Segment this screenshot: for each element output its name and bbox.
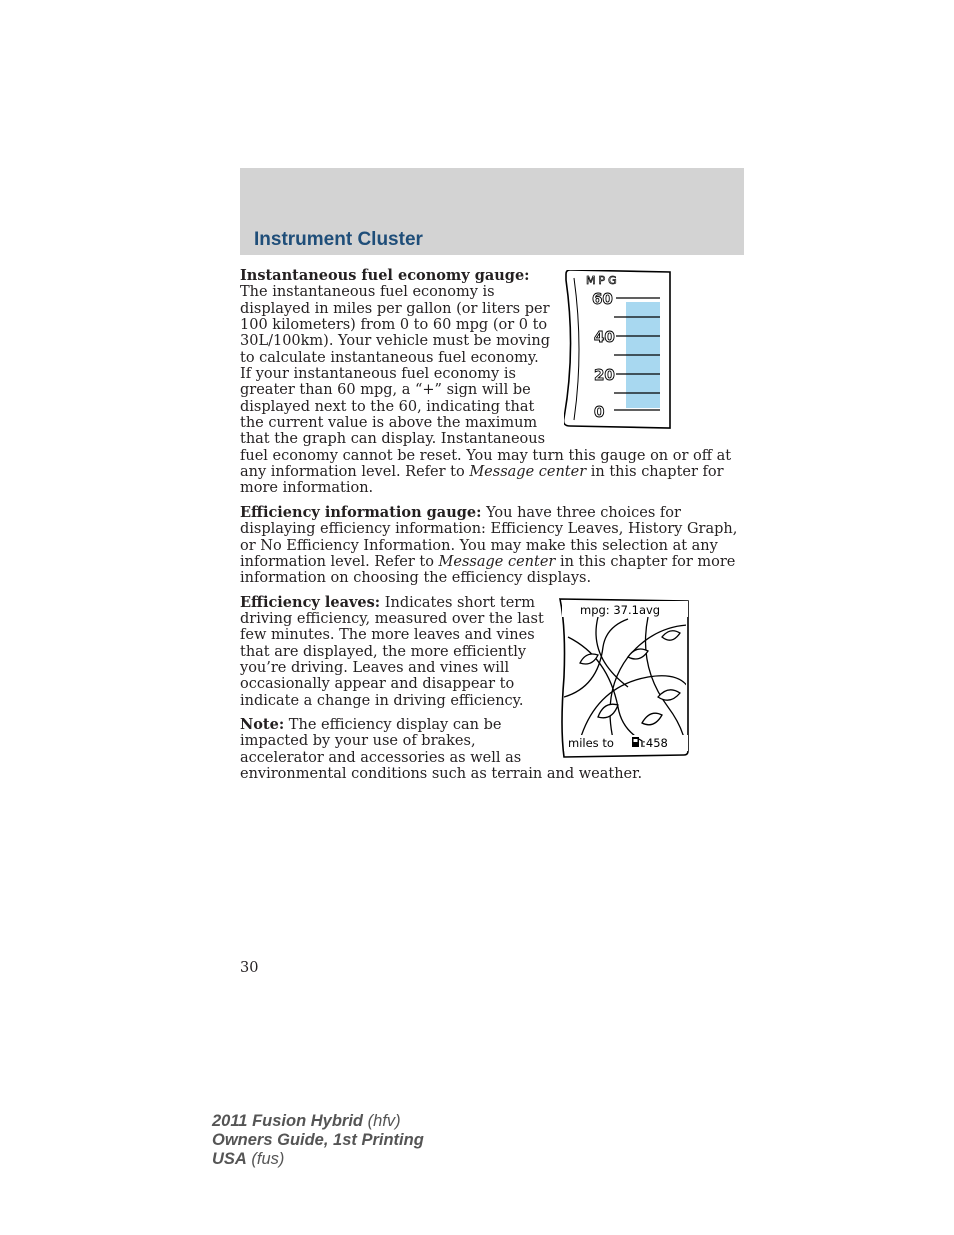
efficiency-leaves-figure — [558, 597, 690, 759]
section-header — [240, 168, 744, 255]
note-label: Note: — [240, 715, 285, 733]
miles-to-empty-value: :458 — [642, 735, 668, 750]
term-efficiency-information-gauge: Efficiency information gauge: — [240, 503, 482, 521]
instantaneous-fuel-economy-gauge-figure — [564, 270, 674, 430]
gauge-tick-label-60: 60 — [592, 290, 613, 308]
section-title: Instrument Cluster — [254, 229, 423, 250]
term-efficiency-leaves: Efficiency leaves: — [240, 593, 381, 611]
paragraph-text: The instantaneous fuel economy is displayed in miles per gallon (or liters per 100 kilometers) from 0 to 60 mpg (or 0 to 30L/100km). Your vehicle must be moving to calculate instantaneous fuel economy. If your instantaneous fuel economy is greater than 60 mpg, a “+” sign will be displayed next to the 60, indicating that the current value is above the maximum that the graph can display. Instantaneous fuel economy cannot be reset. You may turn this gauge on or off at any information level. Refer to — [240, 284, 732, 481]
paragraph-text: Indicates short term driving efficiency, measured over the last few minutes. The more leaves and vines that are displayed, the more efficiently you’re driving. Leaves and vines will occasionally appear and disappear to indicate a change in driving efficiency. — [240, 594, 544, 709]
cross-reference: Message center — [469, 464, 587, 481]
miles-to-empty-label: miles to — [568, 735, 614, 750]
footer-line-market: USA (fus) — [212, 1150, 285, 1168]
gauge-tick-label-40: 40 — [594, 328, 615, 346]
average-mpg-label: mpg: 37.1avg — [580, 602, 661, 617]
document-footer — [212, 1112, 424, 1169]
gauge-tick-label-20: 20 — [594, 366, 615, 384]
page-number: 30 — [240, 960, 259, 976]
footer-line-model: 2011 Fusion Hybrid (hfv) — [212, 1112, 401, 1130]
paragraph-text: in this chapter for more information on choosing the efficiency displays. — [240, 553, 736, 587]
cross-reference: Message center — [438, 553, 556, 570]
paragraph-text: You have three choices for displaying efficiency information: Efficiency Leaves, History Graph, or No Efficiency Information. You may make this selection at any information level. Refer to — [240, 504, 738, 570]
gauge-tick-label-0: 0 — [594, 403, 605, 421]
term-instantaneous-fuel-economy: Instantaneous fuel economy gauge: — [240, 267, 530, 284]
gauge-unit-label: MPG — [586, 274, 620, 287]
paragraph-text: The efficiency display can be impacted by your use of brakes, accelerator and accessories as well as environmental conditions such as terrain and weather. — [240, 716, 643, 782]
footer-line-edition: Owners Guide, 1st Printing — [212, 1131, 424, 1149]
paragraph-text: in this chapter for more information. — [240, 464, 724, 497]
paragraph-efficiency-information — [240, 505, 744, 587]
body-text — [240, 268, 744, 790]
display-bezel — [560, 599, 688, 757]
